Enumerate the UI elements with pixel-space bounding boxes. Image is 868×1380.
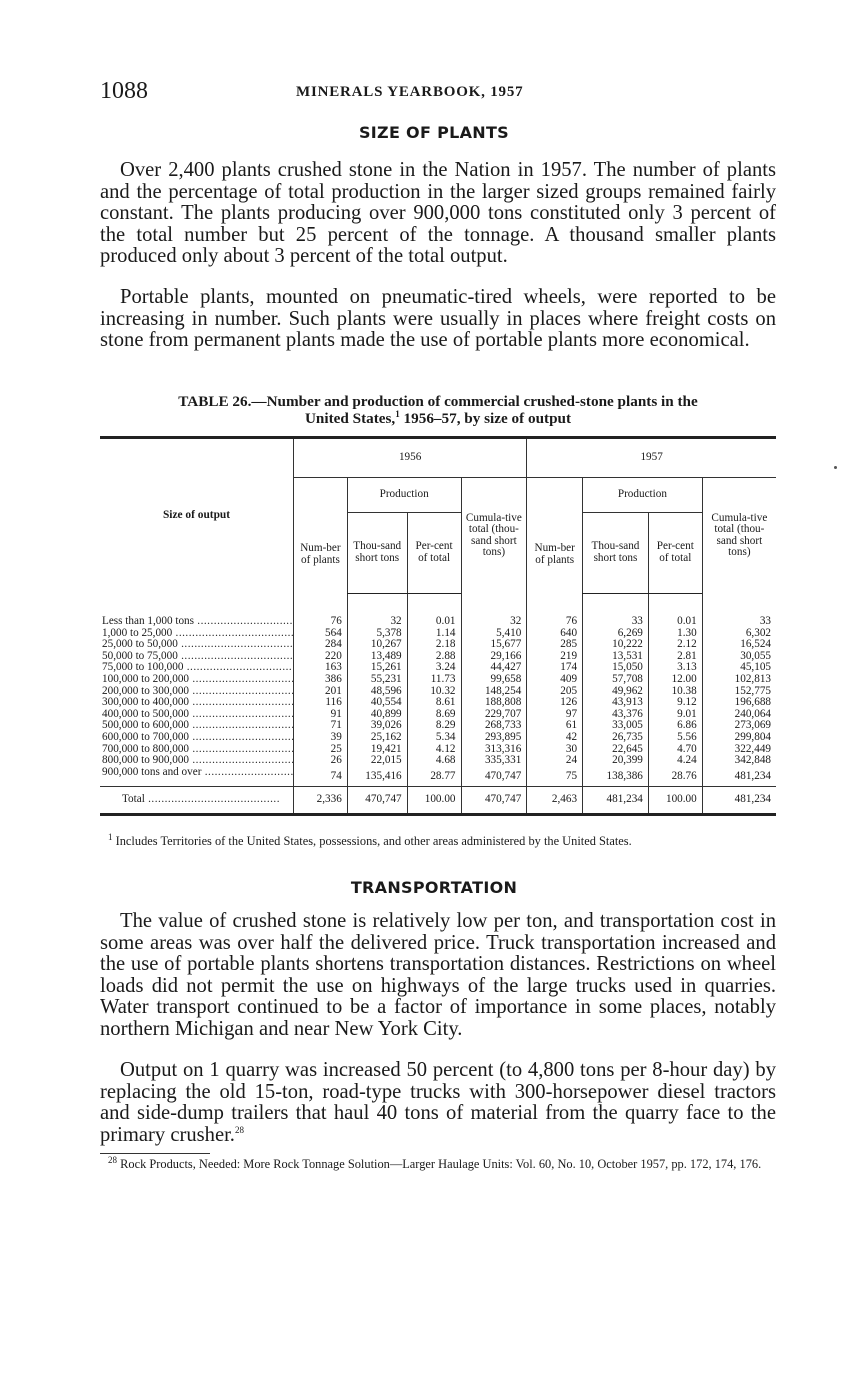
tons-1956: 32 bbox=[347, 594, 407, 628]
plants-1957: 30 bbox=[527, 744, 583, 756]
percent-1957: 4.24 bbox=[648, 755, 702, 767]
total-label: Total ..... bbox=[122, 793, 280, 805]
table-row bbox=[100, 674, 776, 686]
total-percent-1957: 100.00 bbox=[648, 787, 702, 815]
plants-1956: 91 bbox=[294, 709, 348, 721]
row-size-label bbox=[100, 755, 294, 767]
percent-1957: 5.56 bbox=[648, 732, 702, 744]
size-label: 75,000 to 100,000 ..... bbox=[102, 662, 294, 673]
cumulative-1956: 229,707 bbox=[461, 709, 527, 721]
plants-1957: 205 bbox=[527, 686, 583, 698]
table-footnote-text: Includes Territories of the United States, possessions, and other areas administered by the United States. bbox=[115, 834, 632, 848]
plants-1957: 42 bbox=[527, 732, 583, 744]
header-percent-1956: Per-cent of total bbox=[407, 513, 461, 594]
percent-1957: 1.30 bbox=[648, 628, 702, 640]
cumulative-1956: 313,316 bbox=[461, 744, 527, 756]
size-label: 200,000 to 300,000 ..... bbox=[102, 686, 294, 697]
tons-1957: 15,050 bbox=[583, 662, 649, 674]
percent-1957: 28.76 bbox=[648, 767, 702, 787]
header-year-1957: 1957 bbox=[527, 438, 776, 478]
cumulative-1956: 293,895 bbox=[461, 732, 527, 744]
tons-1956: 40,899 bbox=[347, 709, 407, 721]
percent-1957: 2.12 bbox=[648, 639, 702, 651]
plants-1956: 386 bbox=[294, 674, 348, 686]
tons-1956: 55,231 bbox=[347, 674, 407, 686]
tons-1956: 13,489 bbox=[347, 651, 407, 663]
tons-1957: 10,222 bbox=[583, 639, 649, 651]
header-cumulative-1956: Cumula-tive total (thou-sand short tons) bbox=[461, 478, 527, 594]
percent-1956: 8.69 bbox=[407, 709, 461, 721]
section-heading-size-of-plants: SIZE OF PLANTS bbox=[358, 123, 509, 142]
size-label: 100,000 to 200,000 ..... bbox=[102, 674, 294, 685]
quarry-footnote-ref: 28 bbox=[234, 1124, 244, 1135]
table-row bbox=[100, 767, 776, 787]
table-footnote bbox=[100, 831, 776, 849]
tons-1956: 10,267 bbox=[347, 639, 407, 651]
size-label: 300,000 to 400,000 ..... bbox=[102, 697, 294, 708]
tons-1956: 19,421 bbox=[347, 744, 407, 756]
rock-products-footnote-mark: 28 bbox=[108, 1154, 117, 1165]
rock-products-footnote bbox=[100, 1154, 776, 1172]
paragraph-portable-plants: Portable plants, mounted on pneumatic-tired wheels, were reported to be increasing in number. Such plants were usually in places where freight costs on stone from permanent plants made the use of portable plants more economical. bbox=[100, 286, 776, 352]
percent-1956: 4.68 bbox=[407, 755, 461, 767]
caption-line2: United States, bbox=[304, 410, 396, 427]
plants-1956: 116 bbox=[294, 697, 348, 709]
tons-1956: 15,261 bbox=[347, 662, 407, 674]
percent-1956: 2.88 bbox=[407, 651, 461, 663]
row-size-label bbox=[100, 639, 294, 651]
tons-1957: 33 bbox=[583, 594, 649, 628]
plants-1956: 201 bbox=[294, 686, 348, 698]
percent-1956: 8.29 bbox=[407, 720, 461, 732]
plants-1957: 75 bbox=[527, 767, 583, 787]
total-plants-1956: 2,336 bbox=[294, 787, 348, 815]
plants-1957: 640 bbox=[527, 628, 583, 640]
tons-1957: 13,531 bbox=[583, 651, 649, 663]
row-size-label bbox=[100, 767, 294, 787]
plants-1956: 284 bbox=[294, 639, 348, 651]
cumulative-1956: 188,808 bbox=[461, 697, 527, 709]
percent-1956: 2.18 bbox=[407, 639, 461, 651]
plants-1956: 71 bbox=[294, 720, 348, 732]
header-production-1957: Production bbox=[583, 478, 703, 513]
size-label: 25,000 to 50,000 ..... bbox=[102, 639, 294, 650]
tons-1957: 6,269 bbox=[583, 628, 649, 640]
percent-1956: 11.73 bbox=[407, 674, 461, 686]
cumulative-1957: 30,055 bbox=[702, 651, 776, 663]
plants-1957: 126 bbox=[527, 697, 583, 709]
header-plants-1957: Num-ber of plants bbox=[527, 478, 583, 594]
running-title: MINERALS YEARBOOK, 1957 bbox=[296, 84, 524, 100]
cumulative-1956: 268,733 bbox=[461, 720, 527, 732]
paragraph-transport-cost: The value of crushed stone is relatively low per ton, and transportation cost in some areas was over half the delivered price. Truck transportation increased and the use of portable plants shortens transportation distances. Restrictions on wheel loads did not permit the use on highways of the large trucks used in quarries. Water transport continued to be a factor of importance in some places, notably northern Michigan and near New York City. bbox=[100, 910, 776, 1040]
tons-1957: 43,376 bbox=[583, 709, 649, 721]
crushed-stone-plants-table bbox=[100, 436, 776, 816]
cumulative-1956: 335,331 bbox=[461, 755, 527, 767]
tons-1957: 49,962 bbox=[583, 686, 649, 698]
percent-1957: 9.12 bbox=[648, 697, 702, 709]
percent-1957: 10.38 bbox=[648, 686, 702, 698]
plants-1957: 174 bbox=[527, 662, 583, 674]
tons-1957: 138,386 bbox=[583, 767, 649, 787]
row-size-label bbox=[100, 686, 294, 698]
caption-line1: TABLE 26.—Number and production of commercial crushed-stone plants in the bbox=[178, 393, 698, 410]
percent-1956: 5.34 bbox=[407, 732, 461, 744]
row-size-label bbox=[100, 651, 294, 663]
percent-1956: 8.61 bbox=[407, 697, 461, 709]
percent-1957: 12.00 bbox=[648, 674, 702, 686]
table-row bbox=[100, 755, 776, 767]
cumulative-1957: 102,813 bbox=[702, 674, 776, 686]
page-number: 1088 bbox=[100, 78, 148, 104]
header-plants-1956: Num-ber of plants bbox=[294, 478, 348, 594]
plants-1956: 26 bbox=[294, 755, 348, 767]
header-production-1956: Production bbox=[347, 478, 461, 513]
row-size-label bbox=[100, 787, 294, 815]
cumulative-1957: 299,804 bbox=[702, 732, 776, 744]
plants-1957: 24 bbox=[527, 755, 583, 767]
section-heading-transportation: TRANSPORTATION bbox=[350, 878, 518, 897]
table-row bbox=[100, 732, 776, 744]
size-label: 50,000 to 75,000 ..... bbox=[102, 651, 294, 662]
table-total-row bbox=[100, 787, 776, 815]
percent-1957: 6.86 bbox=[648, 720, 702, 732]
row-size-label bbox=[100, 697, 294, 709]
percent-1956: 28.77 bbox=[407, 767, 461, 787]
table-footnote-mark: 1 bbox=[108, 831, 113, 842]
cumulative-1957: 33 bbox=[702, 594, 776, 628]
tons-1956: 48,596 bbox=[347, 686, 407, 698]
percent-1956: 0.01 bbox=[407, 594, 461, 628]
stray-mark bbox=[834, 466, 837, 469]
header-percent-1957: Per-cent of total bbox=[648, 513, 702, 594]
tons-1956: 135,416 bbox=[347, 767, 407, 787]
tons-1956: 40,554 bbox=[347, 697, 407, 709]
plants-1956: 39 bbox=[294, 732, 348, 744]
caption-line2-end: 1956–57, by size of output bbox=[399, 410, 572, 427]
paragraph-plants-count: Over 2,400 plants crushed stone in the Nation in 1957. The number of plants and the percentage of total production in the larger sized groups remained fairly constant. The plants producing over 900,000 tons constituted only 3 percent of the total number but 25 percent of the tonnage. A thousand smaller plants produced only about 3 percent of the total output. bbox=[100, 159, 776, 268]
caption-footnote-mark: 1 bbox=[395, 408, 400, 419]
plants-1956: 163 bbox=[294, 662, 348, 674]
cumulative-1957: 342,848 bbox=[702, 755, 776, 767]
cumulative-1956: 15,677 bbox=[461, 639, 527, 651]
percent-1957: 4.70 bbox=[648, 744, 702, 756]
percent-1956: 4.12 bbox=[407, 744, 461, 756]
plants-1956: 564 bbox=[294, 628, 348, 640]
cumulative-1957: 16,524 bbox=[702, 639, 776, 651]
quarry-output-text: Output on 1 quarry was increased 50 percent (to 4,800 tons per 8-hour day) by replacing the old 15-ton, road-type trucks with 300-horsepower diesel tractors and side-dump trailers that haul 40 tons of material from the quarry face to the primary crusher. bbox=[100, 1059, 776, 1146]
total-tons-1957: 481,234 bbox=[583, 787, 649, 815]
percent-1956: 10.32 bbox=[407, 686, 461, 698]
cumulative-1956: 44,427 bbox=[461, 662, 527, 674]
plants-1957: 97 bbox=[527, 709, 583, 721]
header-cumulative-1957: Cumula-tive total (thou-sand short tons) bbox=[702, 478, 776, 594]
total-tons-1956: 470,747 bbox=[347, 787, 407, 815]
table-row bbox=[100, 697, 776, 709]
cumulative-1956: 148,254 bbox=[461, 686, 527, 698]
cumulative-1957: 152,775 bbox=[702, 686, 776, 698]
tons-1957: 33,005 bbox=[583, 720, 649, 732]
tons-1957: 20,399 bbox=[583, 755, 649, 767]
size-label: 1,000 to 25,000 ..... bbox=[102, 628, 294, 639]
tons-1957: 43,913 bbox=[583, 697, 649, 709]
row-size-label bbox=[100, 674, 294, 686]
cumulative-1957: 45,105 bbox=[702, 662, 776, 674]
percent-1956: 1.14 bbox=[407, 628, 461, 640]
row-size-label bbox=[100, 662, 294, 674]
plants-1957: 76 bbox=[527, 594, 583, 628]
tons-1957: 26,735 bbox=[583, 732, 649, 744]
tons-1956: 22,015 bbox=[347, 755, 407, 767]
cumulative-1956: 470,747 bbox=[461, 767, 527, 787]
tons-1956: 5,378 bbox=[347, 628, 407, 640]
footnote-rule bbox=[100, 1153, 210, 1154]
total-percent-1956: 100.00 bbox=[407, 787, 461, 815]
table-caption bbox=[100, 393, 776, 427]
tons-1956: 39,026 bbox=[347, 720, 407, 732]
size-label: 600,000 to 700,000 ..... bbox=[102, 732, 294, 743]
tons-1957: 57,708 bbox=[583, 674, 649, 686]
plants-1956: 220 bbox=[294, 651, 348, 663]
cumulative-1956: 29,166 bbox=[461, 651, 527, 663]
cumulative-1956: 32 bbox=[461, 594, 527, 628]
tons-1956: 25,162 bbox=[347, 732, 407, 744]
percent-1957: 9.01 bbox=[648, 709, 702, 721]
percent-1957: 2.81 bbox=[648, 651, 702, 663]
header-year-1956: 1956 bbox=[294, 438, 527, 478]
rock-products-footnote-text: Rock Products, Needed: More Rock Tonnage Solution—Larger Haulage Units: Vol. 60, No. 10, October 1957, pp. 172, 174, 176. bbox=[120, 1157, 762, 1171]
total-plants-1957: 2,463 bbox=[527, 787, 583, 815]
total-cumulative-1957: 481,234 bbox=[702, 787, 776, 815]
percent-1956: 3.24 bbox=[407, 662, 461, 674]
header-thousand-tons-1956: Thou-sand short tons bbox=[347, 513, 407, 594]
plants-1956: 74 bbox=[294, 767, 348, 787]
plants-1957: 219 bbox=[527, 651, 583, 663]
row-size-label bbox=[100, 594, 294, 628]
cumulative-1957: 273,069 bbox=[702, 720, 776, 732]
header-size-of-output: Size of output bbox=[100, 438, 294, 594]
paragraph-quarry-output bbox=[100, 1060, 776, 1146]
plants-1957: 409 bbox=[527, 674, 583, 686]
cumulative-1956: 5,410 bbox=[461, 628, 527, 640]
percent-1957: 3.13 bbox=[648, 662, 702, 674]
plants-1956: 25 bbox=[294, 744, 348, 756]
row-size-label bbox=[100, 628, 294, 640]
plants-1957: 61 bbox=[527, 720, 583, 732]
cumulative-1957: 6,302 bbox=[702, 628, 776, 640]
cumulative-1957: 196,688 bbox=[702, 697, 776, 709]
total-cumulative-1956: 470,747 bbox=[461, 787, 527, 815]
percent-1957: 0.01 bbox=[648, 594, 702, 628]
cumulative-1956: 99,658 bbox=[461, 674, 527, 686]
size-label: 900,000 tons and over ..... bbox=[102, 767, 294, 778]
row-size-label bbox=[100, 709, 294, 721]
plants-1957: 285 bbox=[527, 639, 583, 651]
plants-1956: 76 bbox=[294, 594, 348, 628]
cumulative-1957: 322,449 bbox=[702, 744, 776, 756]
table-row bbox=[100, 594, 776, 628]
size-label: Less than 1,000 tons ..... bbox=[102, 615, 294, 627]
row-size-label bbox=[100, 744, 294, 756]
cumulative-1957: 481,234 bbox=[702, 767, 776, 787]
size-label: 400,000 to 500,000 ..... bbox=[102, 709, 294, 720]
row-size-label bbox=[100, 732, 294, 744]
size-label: 800,000 to 900,000 ..... bbox=[102, 755, 294, 766]
size-label: 700,000 to 800,000 ..... bbox=[102, 744, 294, 755]
size-label: 500,000 to 600,000 ..... bbox=[102, 720, 294, 731]
row-size-label bbox=[100, 720, 294, 732]
cumulative-1957: 240,064 bbox=[702, 709, 776, 721]
tons-1957: 22,645 bbox=[583, 744, 649, 756]
header-thousand-tons-1957: Thou-sand short tons bbox=[583, 513, 649, 594]
